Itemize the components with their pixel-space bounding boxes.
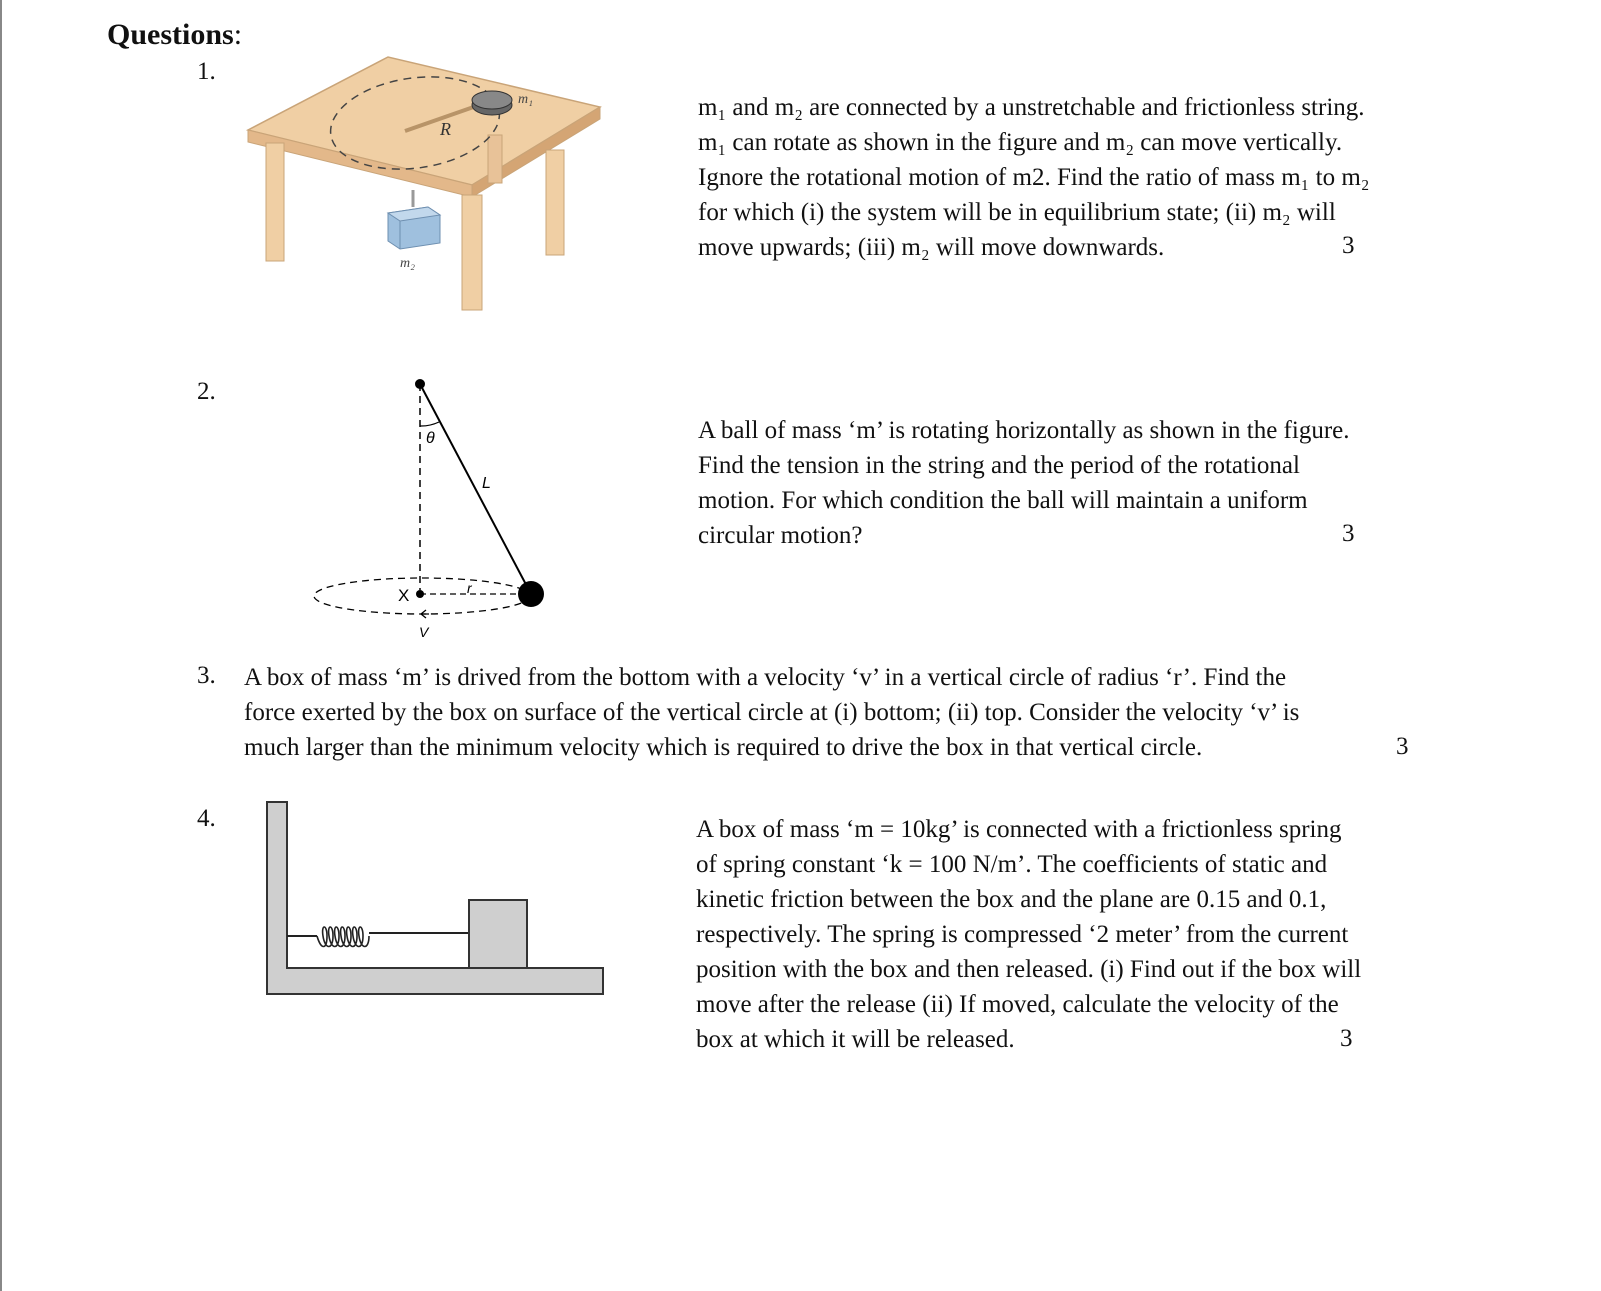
label-m2: m₂ bbox=[400, 256, 415, 271]
question-2-text: A ball of mass ‘m’ is rotating horizontally as shown in the figure. Find the tension in the string and the period of the rotational motion. For which condition the ball will maintain a uniform circular motion? bbox=[698, 417, 1350, 549]
question-2-marks: 3 bbox=[1342, 520, 1355, 547]
table-leg-front bbox=[462, 195, 482, 310]
label-R: R bbox=[440, 119, 451, 139]
label-x: X bbox=[398, 586, 410, 605]
question-2-figure bbox=[305, 370, 565, 650]
page-left-border bbox=[0, 0, 2, 1291]
question-2-number: 2. bbox=[197, 378, 216, 405]
table-leg-front-left bbox=[266, 143, 284, 261]
question-4-figure bbox=[265, 800, 610, 1000]
box-mass bbox=[469, 900, 527, 968]
table-leg-back bbox=[488, 135, 502, 183]
question-4-text: A box of mass ‘m = 10kg’ is connected with a frictionless spring of spring constant ‘k = 100 N/m’. The coefficients of static and kinetic friction between the box and the plane are 0.15 and 0.1, respectively. The spring is compressed ‘2 meter’ from the current position with the box and then released. (i) Find out if the box will move after the release (ii) If moved, calculate the velocity of the box at which it will be released. bbox=[696, 816, 1362, 1053]
wall-and-floor bbox=[267, 802, 603, 994]
velocity-arrow bbox=[421, 610, 429, 618]
question-3-number: 3. bbox=[197, 662, 216, 689]
question-4-marks: 3 bbox=[1340, 1025, 1353, 1052]
question-4-number: 4. bbox=[197, 805, 216, 832]
label-theta: θ bbox=[426, 430, 435, 447]
label-r: r bbox=[467, 580, 472, 596]
ball-mass bbox=[518, 581, 544, 607]
question-1-text: m₁ and m₂ are connected by a unstretchable and frictionless string. m₁ can rotate as shown in the figure and m₂ can move vertically. Ignore the rotational motion of m2. Find the ratio of mass m₁ to m₂ for which (i) the system will be in equilibrium state; (ii) m₂ will move upwards; (iii) m₂ will move downwards. bbox=[698, 94, 1370, 261]
pendulum-string bbox=[420, 384, 531, 594]
question-1-number: 1. bbox=[197, 58, 216, 85]
label-m1: m₁ bbox=[518, 92, 533, 107]
table-leg-right bbox=[546, 150, 564, 255]
question-3-marks: 3 bbox=[1396, 733, 1409, 760]
angle-arc bbox=[420, 422, 439, 426]
center-point bbox=[416, 590, 424, 598]
spring-coil bbox=[317, 927, 369, 947]
label-L: L bbox=[482, 475, 491, 492]
label-v: V bbox=[419, 624, 429, 640]
page-heading: Questions: bbox=[107, 18, 243, 51]
question-1-figure bbox=[240, 55, 610, 320]
question-1-marks: 3 bbox=[1342, 232, 1355, 259]
question-3-text: A box of mass ‘m’ is drived from the bottom with a velocity ‘v’ in a vertical circle of radius ‘r’. Find the force exerted by the box on surface of the vertical circle at (i) bottom; (ii) top. Consider the velocity ‘v’ is much larger than the minimum velocity which is required to drive the box in that vertical circle. bbox=[244, 664, 1300, 761]
